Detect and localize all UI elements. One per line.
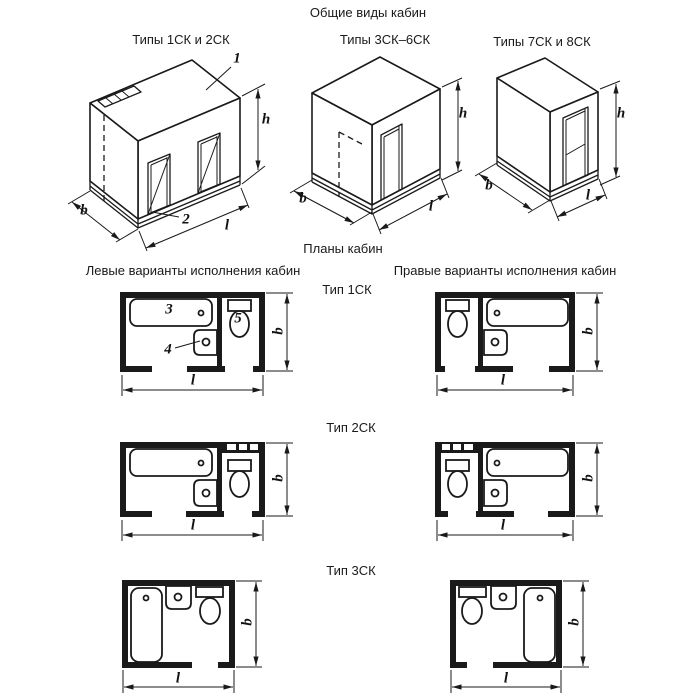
toilet-bowl xyxy=(230,471,249,497)
bathtub-drain xyxy=(495,311,500,316)
wall-left xyxy=(450,580,456,668)
toilet-bowl xyxy=(462,598,482,624)
plan1-left-dim-l: l xyxy=(190,372,196,389)
right-variants-title: Правые варианты исполнения кабин xyxy=(393,263,617,278)
plan-1sk-right xyxy=(435,292,603,396)
vent-block xyxy=(442,444,450,450)
plan-2sk-left xyxy=(120,442,293,541)
plan3-left-dim-l: l xyxy=(175,670,181,687)
wall-bottom-seg xyxy=(120,366,152,372)
toilet-cistern xyxy=(228,300,251,311)
plan2-right-dim-b: b xyxy=(580,474,597,482)
toilet-cistern xyxy=(196,587,223,597)
plan1-left-dim-b: b xyxy=(270,327,287,335)
wall-top xyxy=(482,442,575,448)
vent-block xyxy=(227,444,236,450)
plan-1sk-left xyxy=(120,292,293,396)
vent-block xyxy=(453,444,461,450)
toilet-cistern xyxy=(228,460,251,471)
washbasin-drain xyxy=(492,339,499,346)
iso3-dim-l: l xyxy=(585,187,591,204)
toilet-bowl xyxy=(200,598,220,624)
wall-right xyxy=(569,292,575,372)
row1-type-label: Тип 1СК xyxy=(322,282,372,297)
callout-5: 5 xyxy=(234,310,242,327)
wall-bottom-seg xyxy=(120,511,152,517)
bathtub-drain xyxy=(538,596,543,601)
toilet-cistern xyxy=(446,460,469,471)
toilet-bowl xyxy=(448,311,467,337)
wall-top xyxy=(120,292,265,298)
wall-bottom-seg xyxy=(493,662,562,668)
washbasin-drain xyxy=(500,594,507,601)
wall-bottom-seg xyxy=(435,366,445,372)
dim-h xyxy=(600,81,620,185)
wall-top xyxy=(435,292,575,298)
callout-4: 4 xyxy=(164,341,172,358)
plan2-left-dim-l: l xyxy=(190,517,196,534)
row2-type-label: Тип 2СК xyxy=(326,420,376,435)
plan3-right-dim-l: l xyxy=(503,670,509,687)
wall-left xyxy=(120,442,126,517)
wall-bottom-seg xyxy=(450,662,467,668)
iso-view-cabin-1 xyxy=(68,60,265,251)
washbasin-drain xyxy=(203,339,210,346)
toilet-bowl xyxy=(448,471,467,497)
plan1-right-dim-b: b xyxy=(580,327,597,335)
iso2-dim-h: h xyxy=(458,105,468,122)
wall-right xyxy=(229,580,235,668)
wall-left xyxy=(435,442,441,517)
iso2-dim-l: l xyxy=(428,198,434,215)
iso2-dim-b: b xyxy=(299,190,307,207)
wall-right xyxy=(569,442,575,517)
wall-left xyxy=(435,292,441,372)
washbasin-drain xyxy=(492,490,499,497)
toilet-cistern xyxy=(459,587,486,597)
wall-bottom-seg xyxy=(252,511,265,517)
partition-wall xyxy=(478,448,483,514)
plan2-right-dim-l: l xyxy=(500,517,506,534)
iso3-dim-b: b xyxy=(485,177,493,194)
iso1-dim-h: h xyxy=(261,111,271,128)
dim-h xyxy=(242,84,265,184)
wall-left xyxy=(120,292,126,372)
plan1-right-dim-l: l xyxy=(500,372,506,389)
iso-view-cabin-2 xyxy=(290,57,462,234)
iso-view-cabin-3 xyxy=(475,58,620,221)
wall-top xyxy=(120,442,218,448)
iso3-dim-h: h xyxy=(616,105,626,122)
vent-block xyxy=(464,444,473,450)
iso1-dim-l: l xyxy=(224,217,230,234)
callout-3: 3 xyxy=(165,301,173,318)
wall-bottom-seg xyxy=(218,662,235,668)
wall-right xyxy=(259,442,265,517)
bathtub-drain xyxy=(495,461,500,466)
plan-2sk-right xyxy=(435,442,603,541)
wall-bottom-seg xyxy=(122,662,192,668)
plan2-left-dim-b: b xyxy=(270,474,287,482)
bathtub-drain xyxy=(144,596,149,601)
wall-right xyxy=(556,580,562,668)
wall-right xyxy=(259,292,265,372)
vent-block xyxy=(250,444,258,450)
iso2-title: Типы 3СК–6СК xyxy=(339,32,431,47)
partition-wall xyxy=(478,296,483,368)
bathtub-drain xyxy=(199,311,204,316)
washbasin-drain xyxy=(203,490,210,497)
left-variants-title: Левые варианты исполнения кабин xyxy=(85,263,301,278)
iso3-title: Типы 7СК и 8СК xyxy=(493,34,591,49)
plan3-left-dim-b: b xyxy=(239,618,256,626)
callout-1: 1 xyxy=(233,50,241,67)
row3-type-label: Тип 3СК xyxy=(326,563,376,578)
iso1-dim-b: b xyxy=(80,202,88,219)
general-views-title: Общие виды кабин xyxy=(309,5,427,20)
washbasin-drain xyxy=(175,594,182,601)
dim-h xyxy=(442,78,462,180)
wall-bottom-seg xyxy=(435,511,448,517)
plan-3sk-right xyxy=(450,580,589,693)
wall-left xyxy=(122,580,128,668)
toilet-cistern xyxy=(446,300,469,311)
iso1-title: Типы 1СК и 2СК xyxy=(132,32,230,47)
wall-bottom-seg xyxy=(253,366,265,372)
plans-title: Планы кабин xyxy=(303,241,383,256)
wall-bottom-seg xyxy=(548,511,575,517)
plan3-right-dim-b: b xyxy=(566,618,583,626)
bathtub-drain xyxy=(199,461,204,466)
callout-2: 2 xyxy=(182,211,190,228)
wall-bottom-seg xyxy=(549,366,575,372)
vent-block xyxy=(239,444,247,450)
plan-3sk-left xyxy=(122,580,262,693)
